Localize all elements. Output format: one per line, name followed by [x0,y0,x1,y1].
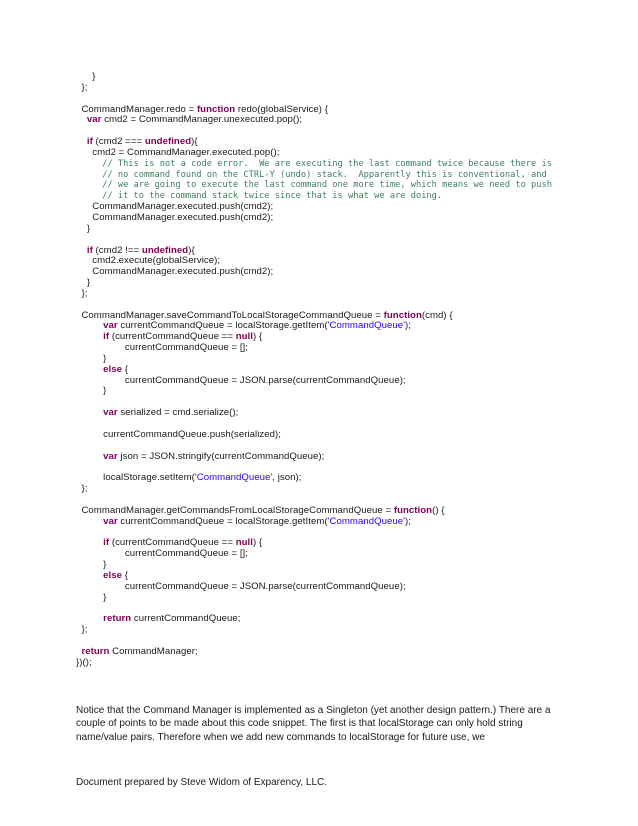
code-text: CommandManager.executed.push(cmd2); [92,211,274,223]
code-keyword: return [103,613,132,625]
code-line [76,484,616,495]
code-text: CommandManager.executed.push(cmd2); [92,266,274,278]
code-line [76,224,616,235]
code-indent [76,537,103,548]
code-indent [76,191,102,201]
code-comment: // it to the command stack twice since that is what we are doing. [102,191,443,202]
code-text: json = JSON.stringify(currentCommandQueue); [117,450,325,462]
code-text: (currentCommandQueue == [109,537,236,549]
code-line [76,170,616,181]
code-text: serialized = cmd.serialize(); [117,407,239,419]
code-line [76,549,616,560]
code-indent [76,136,87,147]
code-text: { [122,363,129,375]
code-text: }; [81,81,88,93]
code-indent [76,472,103,483]
code-indent [76,147,92,158]
code-line [76,267,616,278]
code-keyword: return [81,645,110,657]
code-line [76,115,616,126]
code-indent [76,559,103,570]
code-indent [76,245,87,256]
code-indent [76,223,87,234]
code-string: 'CommandQueue' [327,515,406,527]
code-line [76,473,616,484]
code-keyword: var [103,450,118,462]
code-text: ) { [252,537,263,549]
code-line [76,430,616,441]
body-paragraph: Notice that the Command Manager is implemented as a Singleton (yet another design pattern.) There are a couple of points to be made about this code snippet. The first is that localStorage can only hold string name/value pairs. Therefore when we add new commands to localStorage for future use, we [76,705,551,743]
code-line [76,386,616,397]
code-text: () { [432,504,445,516]
code-line [76,452,616,463]
code-indent [76,320,103,331]
code-keyword: if [103,537,110,549]
code-text: currentCommandQueue; [131,613,241,625]
code-line [76,614,616,625]
code-keyword: undefined [141,244,189,256]
code-indent [76,353,103,364]
code-keyword: function [393,504,433,516]
code-keyword: else [103,363,123,375]
code-indent [76,364,103,375]
code-indent [76,170,102,180]
code-line [76,593,616,604]
code-text: }; [81,483,88,495]
code-keyword: undefined [144,136,192,148]
code-text: currentCommandQueue = localStorage.getItem( [117,515,328,527]
code-text: cmd2 = CommandManager.unexecuted.pop(); [101,114,303,126]
code-indent [76,266,92,277]
code-line [76,213,616,224]
code-text: ); [405,320,412,332]
code-indent [76,385,103,396]
code-indent [76,201,92,212]
code-text: CommandManager.saveCommandToLocalStorageCommandQueue = [81,309,384,321]
code-comment: // This is not a code error. We are executing the last command twice because there is [102,158,552,169]
code-indent [76,71,92,82]
code-line [76,278,616,289]
code-indent [76,429,103,440]
code-line [76,180,616,191]
code-text: } [103,558,107,570]
code-indent [76,516,103,527]
code-text: ); [405,515,412,527]
code-text: currentCommandQueue = []; [124,342,248,354]
code-line [76,354,616,365]
code-text: }; [81,287,88,299]
code-indent [76,342,125,353]
code-indent [76,570,103,581]
code-line [76,159,616,170]
code-text: ){ [188,244,195,256]
code-indent [76,375,125,386]
code-indent [76,331,103,342]
code-keyword: if [103,331,110,343]
code-text: localStorage.setItem( [103,472,195,484]
code-keyword: null [235,331,253,343]
code-line [76,625,616,636]
code-keyword: if [86,244,93,256]
code-string: 'CommandQueue' [194,472,273,484]
code-text: ){ [191,136,198,148]
code-text: cmd2.execute(globalService); [92,255,221,267]
code-text: currentCommandQueue.push(serialized); [103,428,281,440]
code-keyword: var [103,407,118,419]
code-text: currentCommandQueue = JSON.parse(currentCommandQueue); [124,374,406,386]
code-keyword: var [103,320,118,332]
code-keyword: var [103,515,118,527]
code-text: ) { [252,331,263,343]
code-line [76,289,616,300]
code-line [76,582,616,593]
code-comment: // we are going to execute the last command one more time, which means we need to push [102,180,552,191]
code-text: (cmd) { [421,309,453,321]
code-text: , json); [272,472,302,484]
code-line [76,83,616,94]
code-text: (currentCommandQueue == [109,331,236,343]
code-text: currentCommandQueue = localStorage.getItem( [117,320,328,332]
code-keyword: null [235,537,253,549]
code-indent [76,212,92,223]
code-text: })(); [76,656,92,668]
code-line [76,560,616,571]
code-indent [76,114,87,125]
code-text: currentCommandQueue = JSON.parse(currentCommandQueue); [124,580,406,592]
code-text: CommandManager.redo = [81,103,197,115]
code-text: } [103,385,107,397]
code-comment: // no command found on the CTRL-Y (undo) stack. Apparently this is conventional, and [102,169,547,180]
code-text: CommandManager.executed.push(cmd2); [92,201,274,213]
code-text: currentCommandQueue = []; [124,548,248,560]
code-line [76,658,616,669]
code-text: } [103,352,107,364]
code-text: CommandManager.getCommandsFromLocalStorageCommandQueue = [81,504,394,516]
code-text: } [103,591,107,603]
code-indent [76,277,87,288]
code-line [76,517,616,528]
code-indent [76,407,103,418]
code-indent [76,159,102,169]
code-keyword: function [383,309,422,321]
document-footer: Document prepared by Steve Widom of Exparency, LLC. [76,777,328,788]
code-indent [76,592,103,603]
code-line [76,343,616,354]
code-indent [76,180,102,190]
code-text: cmd2 = CommandManager.executed.pop(); [92,146,280,158]
code-text: } [86,277,91,289]
code-string: 'CommandQueue' [327,320,406,332]
code-indent [76,613,103,624]
code-snippet [76,72,616,668]
code-text: (cmd2 === [92,136,145,148]
code-text: { [122,569,129,581]
code-line [76,148,616,159]
code-indent [76,451,103,462]
code-text: redo(globalService) { [235,103,328,115]
code-text: } [86,222,91,234]
code-keyword: function [196,103,236,115]
code-keyword: if [86,136,93,148]
code-keyword: else [103,569,123,581]
code-text: CommandManager; [109,645,198,657]
code-text: (cmd2 !== [92,244,142,256]
code-text: }; [81,624,88,636]
code-indent [76,255,92,266]
code-line [76,408,616,419]
code-line [76,647,616,658]
code-keyword: var [86,114,102,126]
code-indent [76,548,125,559]
code-line [76,376,616,387]
code-text: } [92,71,96,82]
code-line [76,72,616,83]
code-indent [76,581,125,592]
